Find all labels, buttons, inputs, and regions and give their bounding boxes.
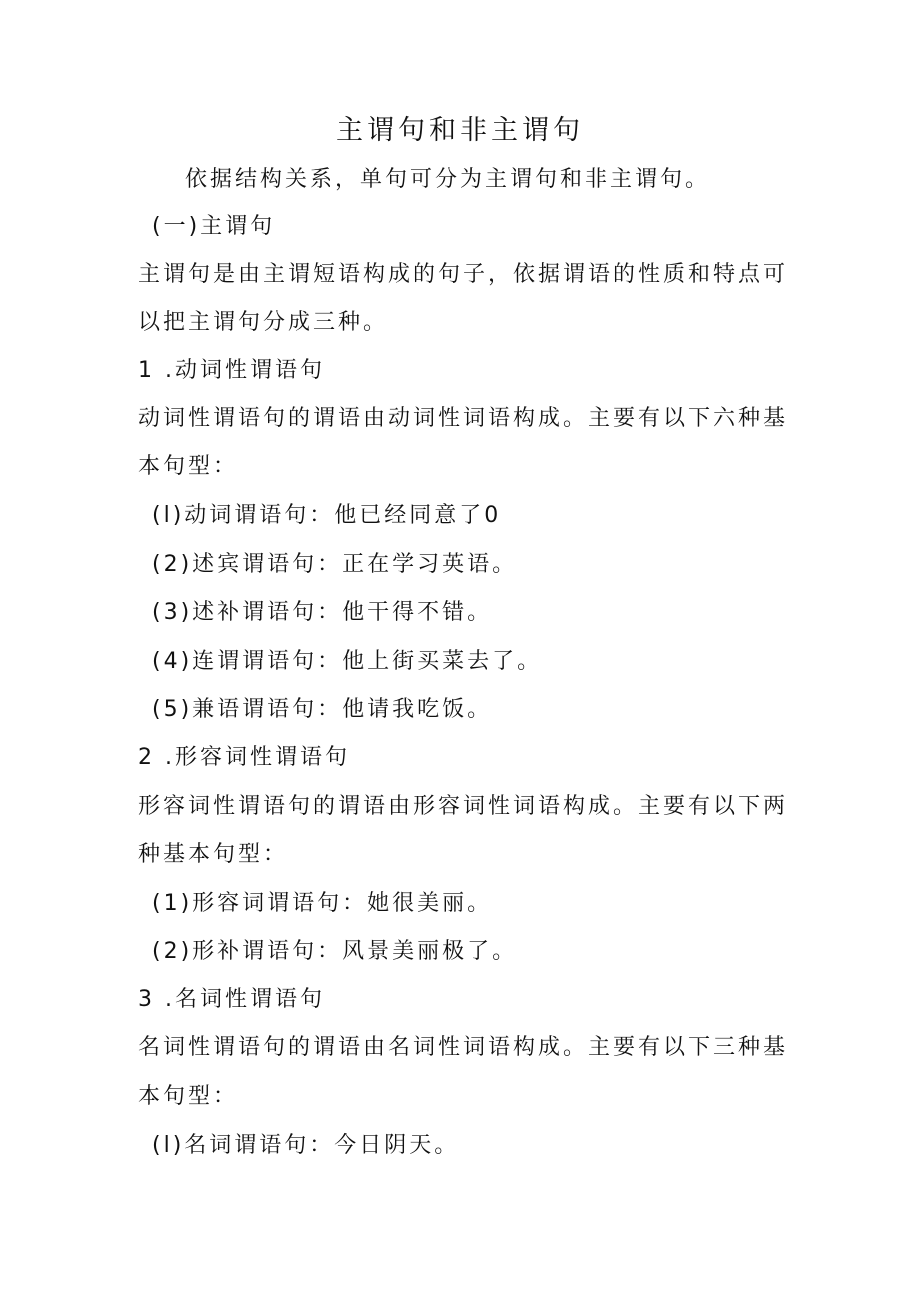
list-item: (4)连谓谓语句：他上街买菜去了。 <box>152 649 543 674</box>
sub1-paragraph-line2: 本句型： <box>138 454 239 479</box>
sub2-paragraph-line2: 种基本句型： <box>138 842 289 867</box>
sub1-paragraph-line1: 动词性谓语句的谓语由动词性词语构成。主要有以下六种基 <box>138 406 789 431</box>
sub3-paragraph-line1: 名词性谓语句的谓语由名词性词语构成。主要有以下三种基 <box>138 1035 789 1060</box>
list-item: (2)形补谓语句：风景美丽极了。 <box>152 939 518 964</box>
list-item: (l)动词谓语句：他已经同意了0 <box>152 503 502 528</box>
list-item: (l)名词谓语句：今日阴天。 <box>152 1133 460 1158</box>
list-item: (1)形容词谓语句：她很美丽。 <box>152 891 493 916</box>
intro-paragraph: 依据结构关系，单句可分为主谓句和非主谓句。 <box>185 167 711 192</box>
subsection-heading-nominal: 3 .名词性谓语句 <box>138 987 325 1012</box>
sub2-paragraph-line1: 形容词性谓语句的谓语由形容词性词语构成。主要有以下两 <box>138 794 789 819</box>
subsection-heading-adjectival: 2 .形容词性谓语句 <box>138 745 350 770</box>
section1-paragraph-line1: 主谓句是由主谓短语构成的句子，依据谓语的性质和特点可 <box>138 262 789 287</box>
section1-paragraph-line2: 以把主谓句分成三种。 <box>138 310 389 335</box>
section-heading-subject-predicate: (一)主谓句 <box>152 214 276 239</box>
list-item: (2)述宾谓语句：正在学习英语。 <box>152 552 518 577</box>
list-item: (5)兼语谓语句：他请我吃饭。 <box>152 697 493 722</box>
page-title: 主谓句和非主谓句 <box>336 115 584 146</box>
subsection-heading-verbal: 1 .动词性谓语句 <box>138 358 325 383</box>
list-item: (3)述补谓语句：他干得不错。 <box>152 600 493 625</box>
sub3-paragraph-line2: 本句型： <box>138 1084 239 1109</box>
